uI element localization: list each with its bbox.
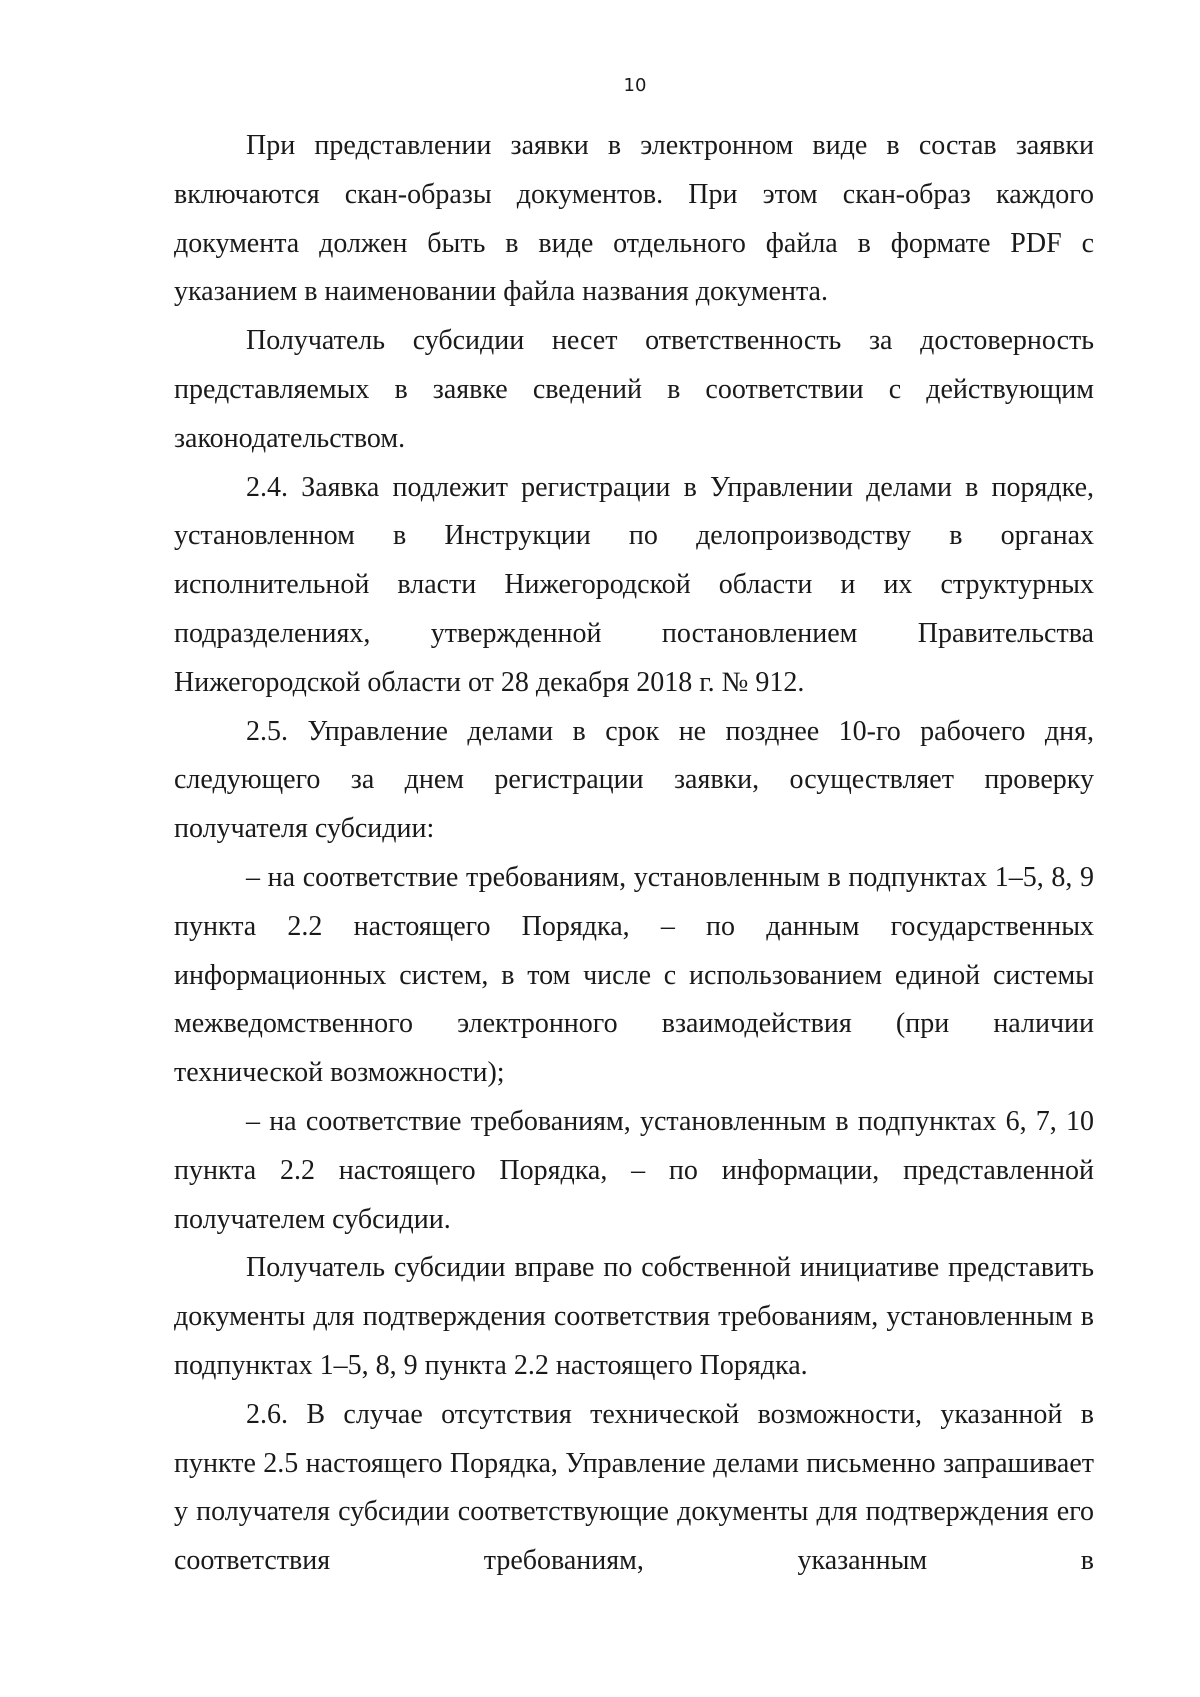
paragraph-recipient-initiative: Получатель субсидии вправе по собственной инициативе представить документы для подтверждения соответствия требованиям, установленным в подпунктах 1–5, 8, 9 пункта 2.2 настоящего Порядка. — [174, 1252, 1094, 1381]
paragraph-2-6-no-technical-possibility: 2.6. В случае отсутствия технической возможности, указанной в пункте 2.5 настоящего Порядка, Управление делами письменно запрашивает у получателя субсидии соответствующие документы для подтверждения его соответствия требованиям, указанным в — [174, 1398, 1094, 1577]
paragraph-recipient-responsibility: Получатель субсидии несет ответственность за достоверность представляемых в заявке сведений в соответствии с действующим законодательством. — [174, 325, 1094, 454]
list-item-recipient-info-check: – на соответствие требованиям, установленным в подпунктах 6, 7, 10 пункта 2.2 настоящего Порядка, – по информации, представленной получателем субсидии. — [174, 1105, 1094, 1235]
paragraph-2-5-verification: 2.5. Управление делами в срок не позднее 10-го рабочего дня, следующего за днем регистрации заявки, осуществляет проверку получателя субсидии: — [174, 715, 1094, 845]
paragraph-2-4-registration: 2.4. Заявка подлежит регистрации в Управлении делами в порядке, установленном в Инструкции по делопроизводству в органах исполнительной власти Нижегородской области и их структурных подразделениях, утвержденной постановлением Правительства Нижегородской области от 28 декабря 2018 г. № 912. — [174, 471, 1094, 698]
paragraph-electronic-application: При представлении заявки в электронном виде в состав заявки включаются скан-образы документов. При этом скан-образ каждого документа должен быть в виде отдельного файла в формате PDF с указанием в наименовании файла названия документа. — [174, 130, 1094, 308]
page-number: 10 — [623, 75, 647, 96]
list-item-state-systems-check: – на соответствие требованиям, установленным в подпунктах 1–5, 8, 9 пункта 2.2 настоящего Порядка, – по данным государственных информационных систем, в том числе с использованием единой системы межведомственного электронного взаимодействия (при наличии технической возможности); — [174, 861, 1094, 1089]
document-body — [174, 122, 1094, 1586]
